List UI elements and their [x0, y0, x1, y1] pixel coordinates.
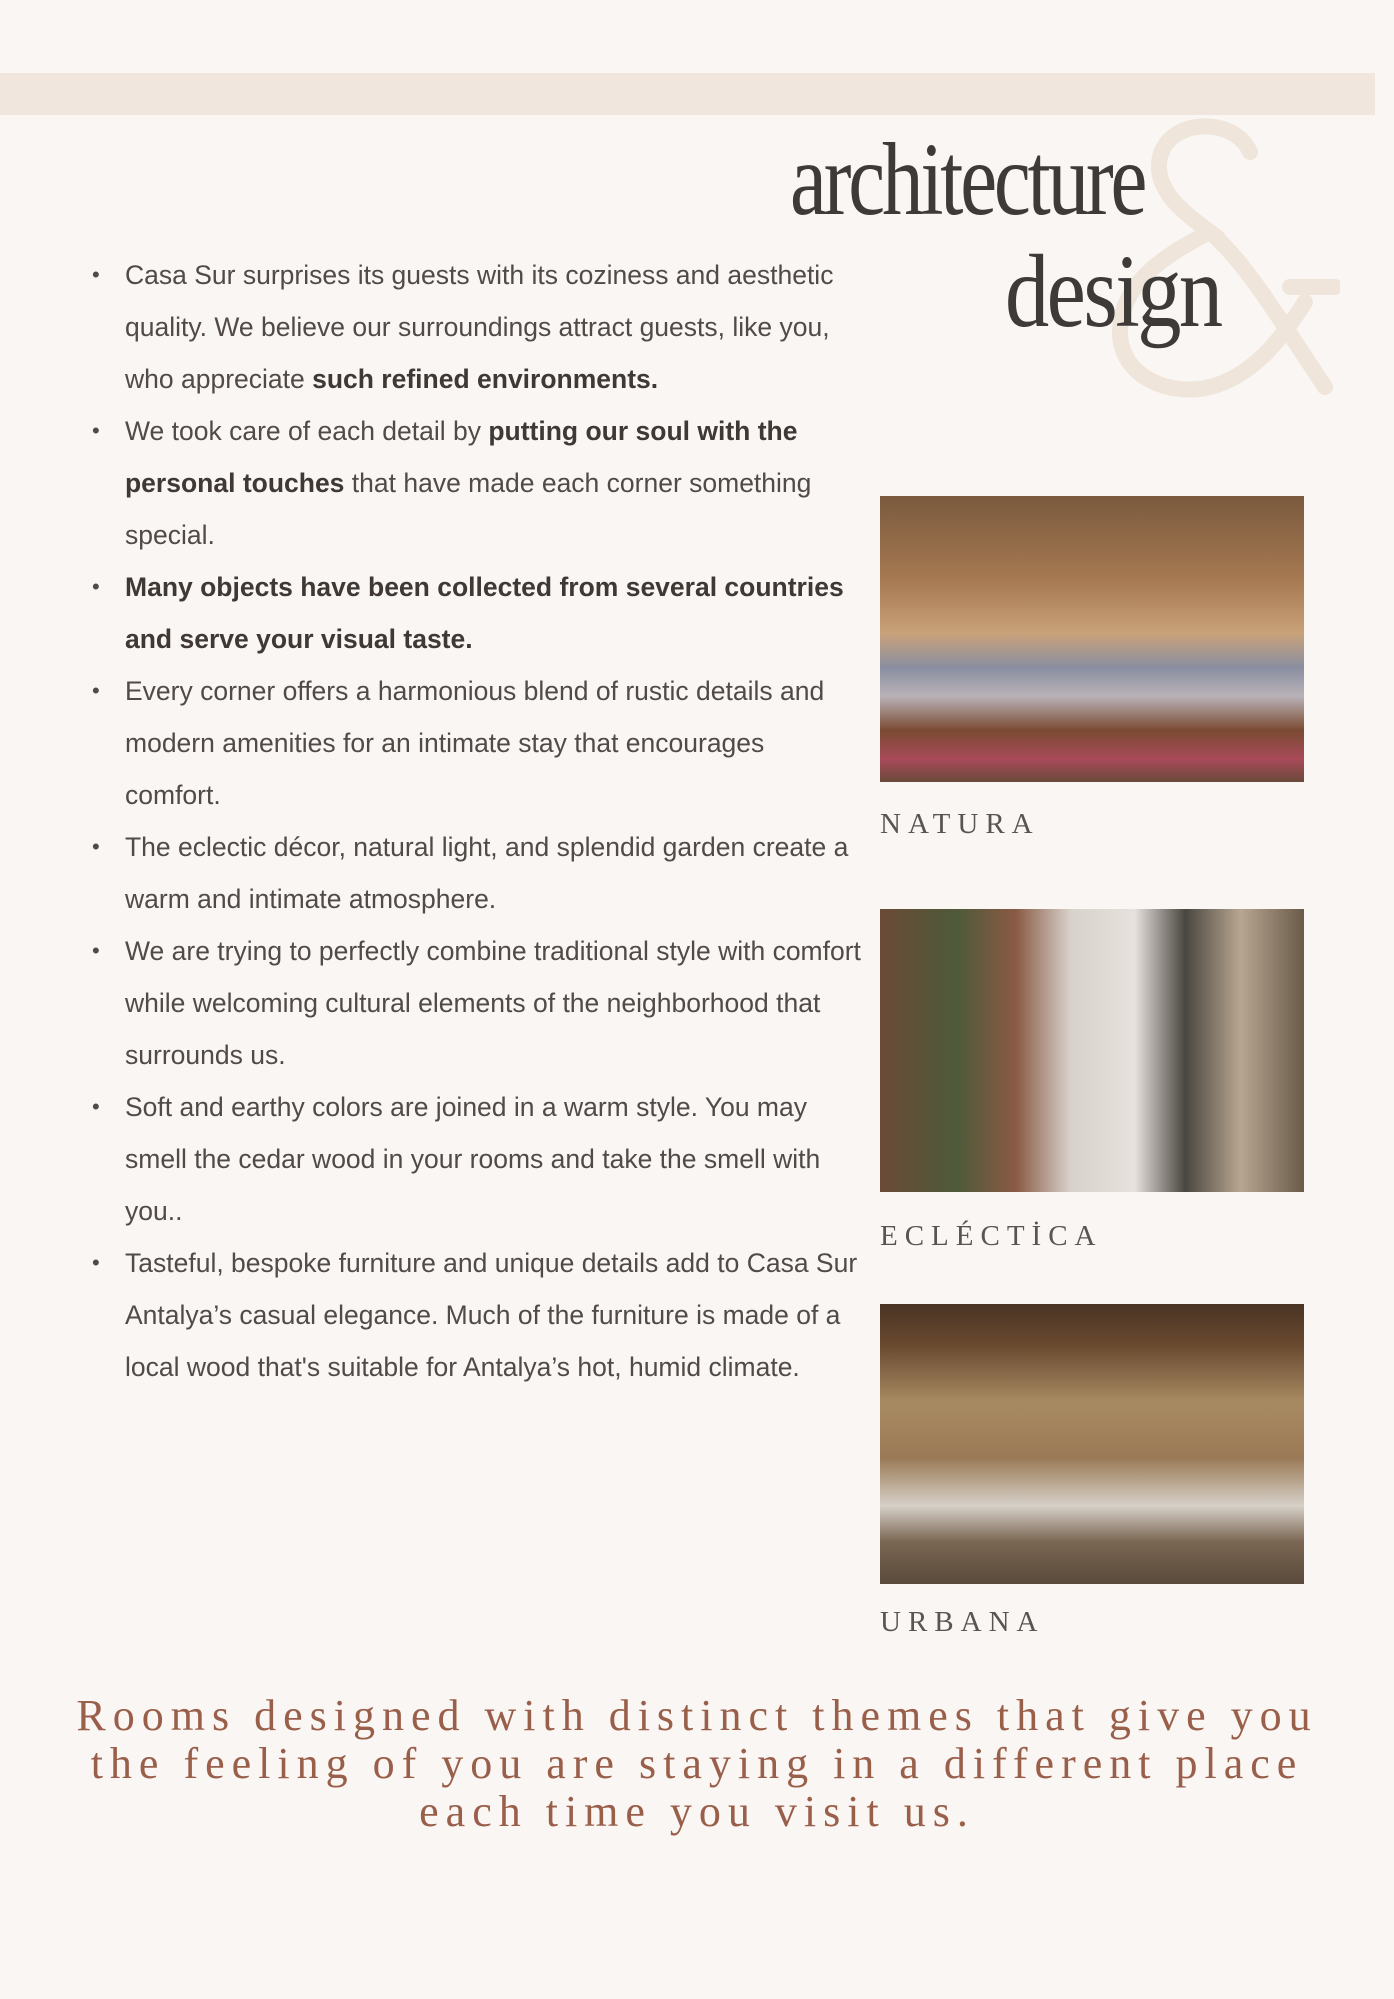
header-band — [0, 73, 1375, 115]
room-photo-eclectica — [880, 909, 1304, 1192]
list-item — [125, 665, 865, 821]
list-item — [125, 925, 865, 1081]
list-item — [125, 821, 865, 925]
text: Every corner offers a harmonious blend of rustic details and modern amenities for an intimate stay that encourages comfort. — [125, 676, 825, 810]
room-label-natura: NATURA — [880, 808, 1040, 840]
text: We are trying to perfectly combine traditional style with comfort while welcoming cultural elements of the neighborhood that surrounds us. — [125, 936, 861, 1070]
closing-quote: Rooms designed with distinct themes that give you the feeling of you are staying in a different place each time you visit us. — [76, 1691, 1318, 1836]
text: that have made each corner something special. — [125, 468, 812, 550]
bold-text: putting our soul with the personal touches — [125, 416, 798, 498]
text: Casa Sur surprises its guests with its coziness and aesthetic quality. We believe our surroundings attract guests, like you, who appreciate — [125, 260, 834, 394]
list-item — [125, 405, 865, 561]
list-item — [125, 249, 865, 405]
room-label-urbana: URBANA — [880, 1606, 1045, 1638]
list-item — [125, 1081, 865, 1237]
room-label-eclectica: ECLÉCTİCA — [880, 1220, 1103, 1252]
text: The eclectic décor, natural light, and splendid garden create a warm and intimate atmosphere. — [125, 832, 849, 914]
room-photo-natura — [880, 496, 1304, 782]
list-item — [125, 561, 865, 665]
title-line-1: architecture — [790, 122, 1145, 237]
feature-list — [92, 249, 865, 1393]
text: Tasteful, bespoke furniture and unique details add to Casa Sur Antalya’s casual elegance. Much of the furniture is made of a local wood that's suitable for Antalya’s hot, humid climate. — [125, 1248, 858, 1382]
room-photo-urbana — [880, 1304, 1304, 1584]
bold-text: such refined environments. — [312, 364, 659, 394]
text: We took care of each detail by — [125, 416, 489, 446]
bold-text: Many objects have been collected from several countries and serve your visual taste. — [125, 572, 844, 654]
text: Soft and earthy colors are joined in a warm style. You may smell the cedar wood in your rooms and take the smell with you.. — [125, 1092, 821, 1226]
list-item — [125, 1237, 865, 1393]
title-line-2: design — [1005, 234, 1221, 349]
